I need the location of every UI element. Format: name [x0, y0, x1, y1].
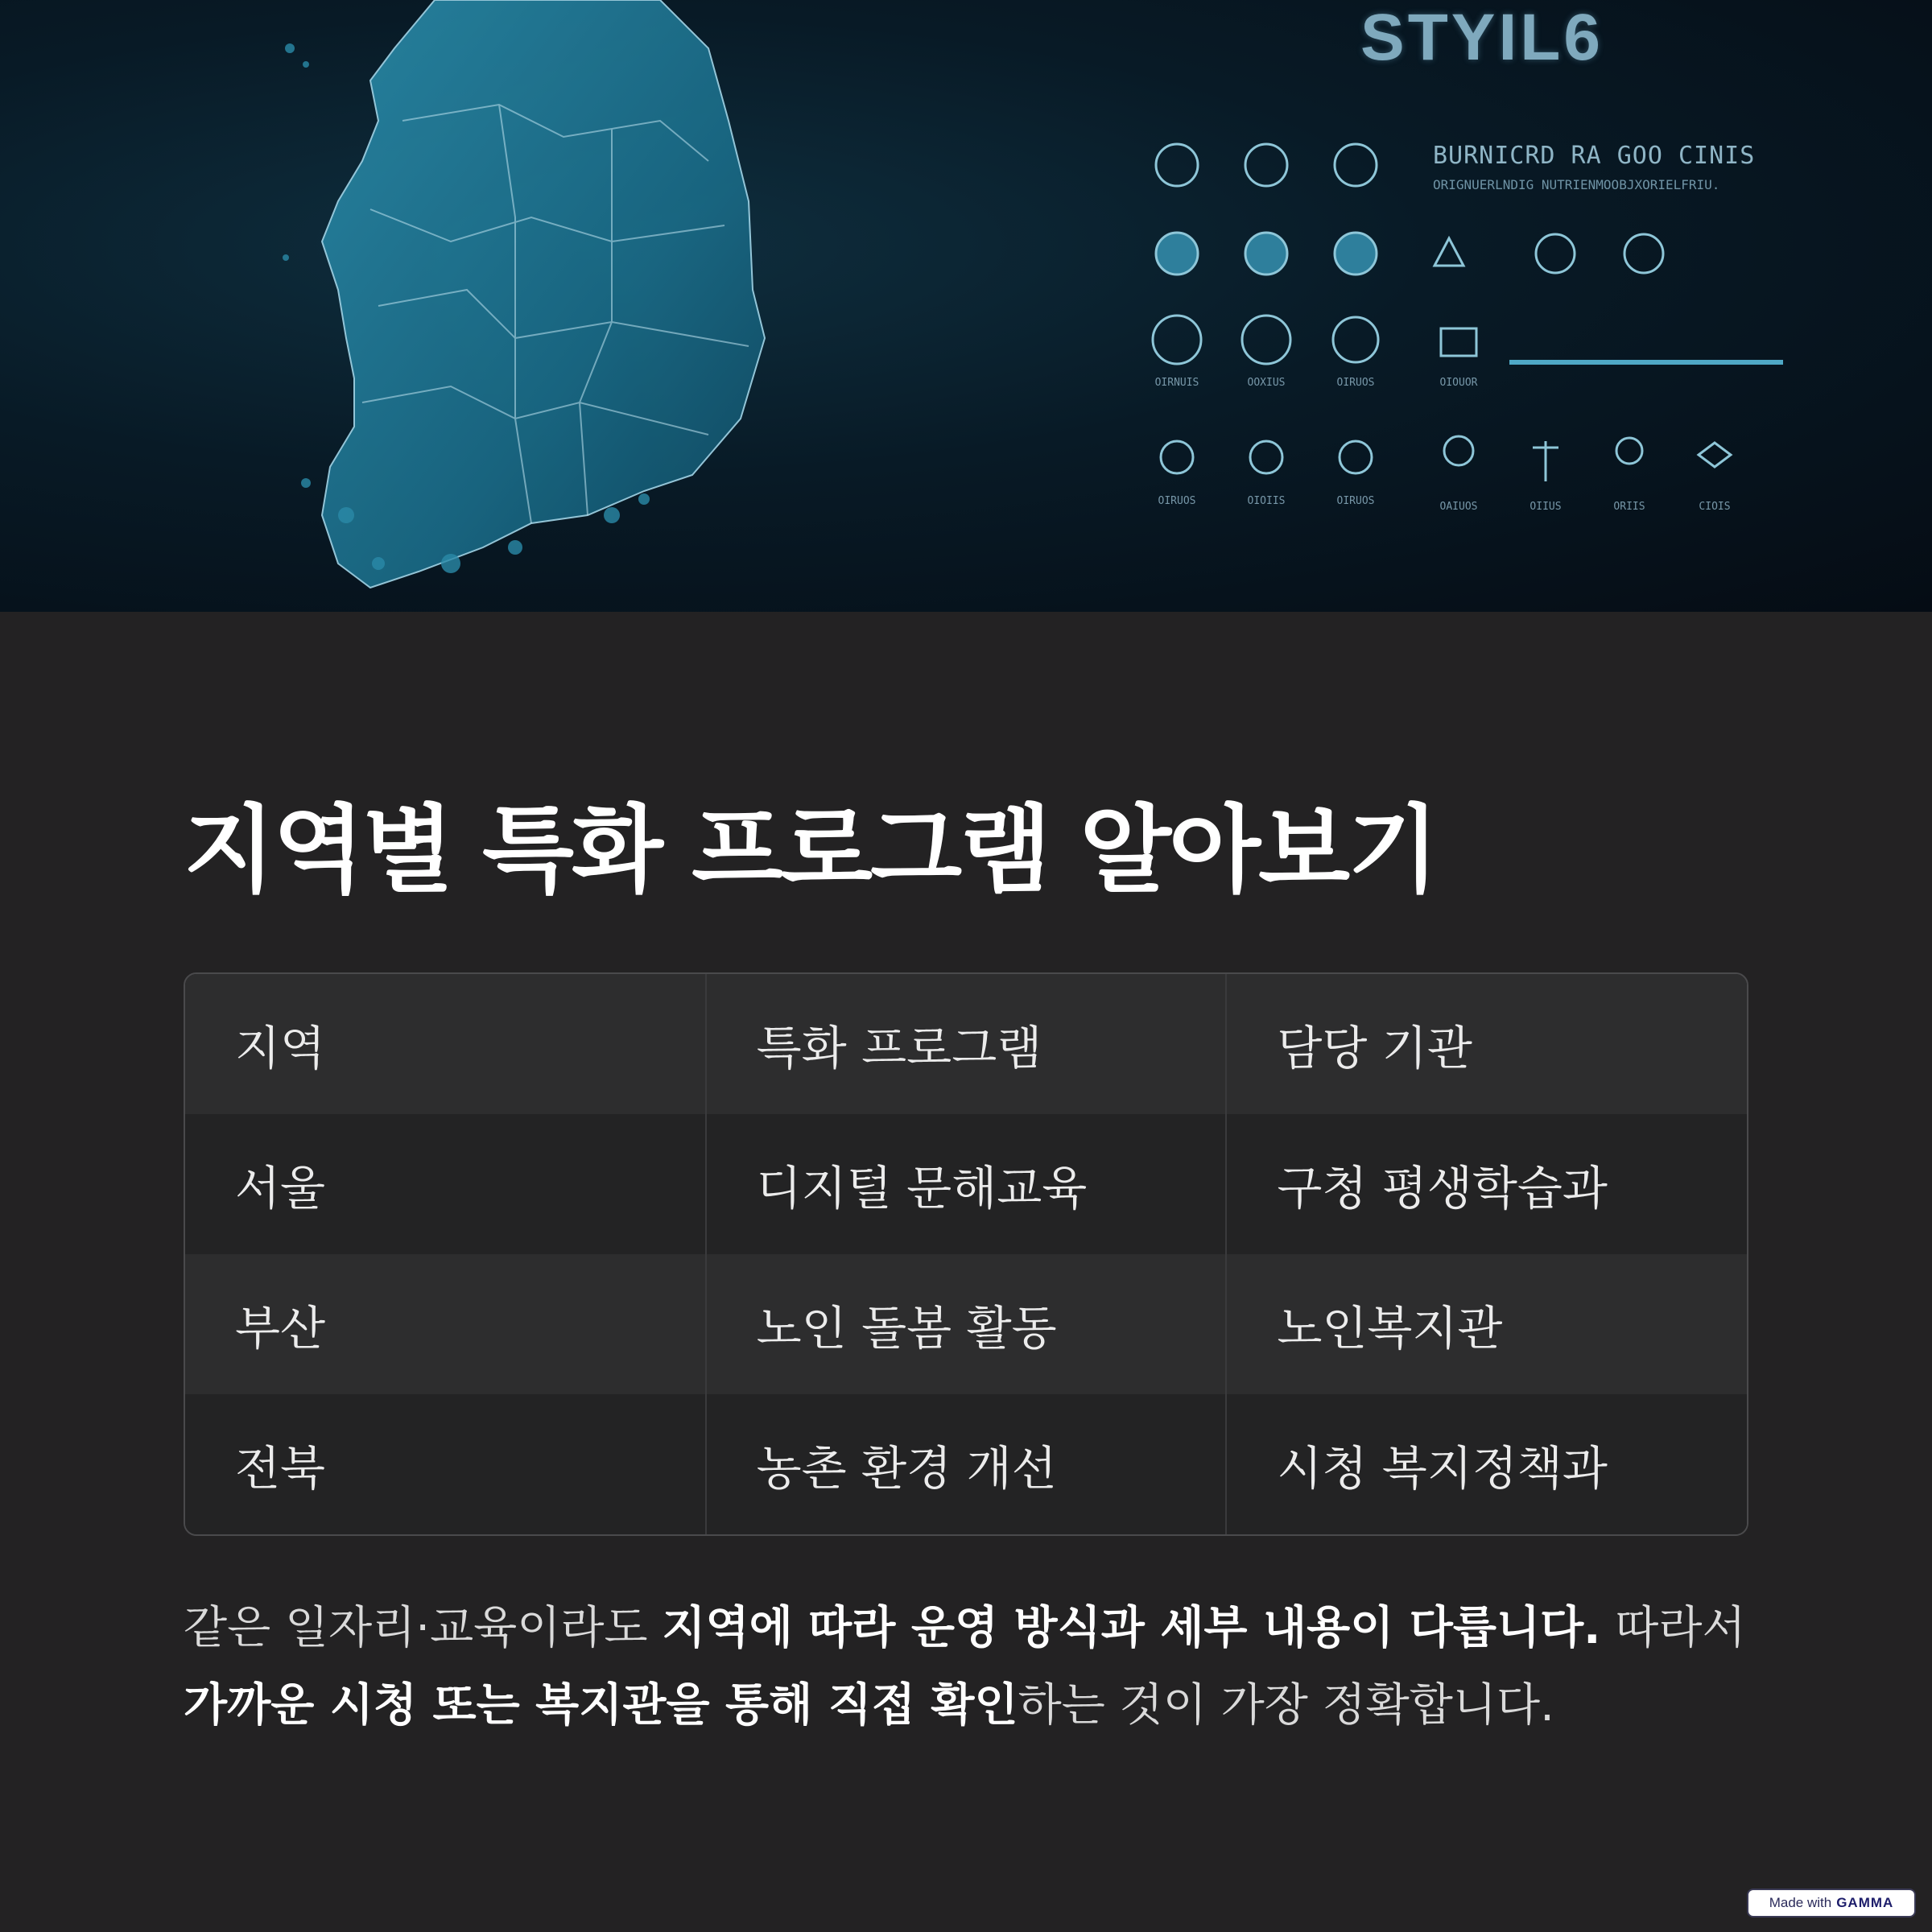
hero-caption: OIRUOS	[1336, 377, 1375, 389]
paragraph-text: 따라서	[1600, 1602, 1746, 1654]
table-cell: 전북	[185, 1394, 706, 1534]
table-cell: 구청 평생학습과	[1226, 1114, 1747, 1254]
page-title: 지역별 특화 프로그램 알아보기	[184, 795, 1438, 906]
hero-caption: OIOIIS	[1247, 495, 1286, 507]
map-shape	[322, 0, 765, 588]
table-header-cell: 담당 기관	[1226, 974, 1747, 1114]
hero-caption: OOXIUS	[1247, 377, 1286, 389]
table-cell: 노인복지관	[1226, 1254, 1747, 1394]
paragraph-emphasis: 가까운 시청 또는 복지관을 통해 직접 확인	[184, 1679, 1018, 1732]
table-cell: 노인 돌봄 활동	[706, 1254, 1227, 1394]
paragraph-text: 하는 것이 가장 정확합니다.	[1018, 1679, 1554, 1732]
program-table	[184, 972, 1748, 1536]
table-row	[185, 1114, 1747, 1254]
hero-caption: CIOIS	[1699, 501, 1731, 513]
table-cell: 서울	[185, 1114, 706, 1254]
hero-caption: OIOUOR	[1439, 377, 1478, 389]
hero-caption: OIRNUIS	[1154, 377, 1199, 389]
icon-grid	[1153, 144, 1731, 481]
paragraph-emphasis: 지역에 따라 운영 방식과 세부 내용이 다릅니다.	[662, 1602, 1601, 1654]
hero-caption: OAIUOS	[1439, 501, 1478, 513]
table-row	[185, 1254, 1747, 1394]
table-header-cell: 지역	[185, 974, 706, 1114]
paragraph-text: 같은 일자리·교육이라도	[184, 1602, 663, 1654]
table-header-cell: 특화 프로그램	[706, 974, 1227, 1114]
table-cell: 디지털 문해교육	[706, 1114, 1227, 1254]
hero-subheading: ORIGNUERLNDIG NUTRIENMOOBJXORIELFRIU.	[1433, 177, 1720, 192]
hero-caption: OIIUS	[1530, 501, 1562, 513]
table-row	[185, 1394, 1747, 1534]
hero-caption: OIRUOS	[1158, 495, 1196, 507]
made-with-gamma-badge[interactable]	[1747, 1889, 1916, 1918]
badge-label: Made with	[1769, 1895, 1832, 1910]
table-cell: 부산	[185, 1254, 706, 1394]
table-cell: 농촌 환경 개선	[706, 1394, 1227, 1534]
hero-illustration	[0, 0, 1932, 612]
hero-image	[0, 0, 1932, 612]
hero-caption: OIRUOS	[1336, 495, 1375, 507]
table-cell: 시청 복지정책과	[1226, 1394, 1747, 1534]
hero-caption: ORIIS	[1613, 501, 1645, 513]
table-header-row	[185, 974, 1747, 1114]
body-paragraph	[184, 1590, 1761, 1744]
hero-brand-text: STYIL6	[1360, 1, 1604, 74]
gamma-logo: GAMMA	[1836, 1895, 1894, 1910]
hero-heading: BURNICRD RA GOO CINIS	[1433, 142, 1756, 170]
